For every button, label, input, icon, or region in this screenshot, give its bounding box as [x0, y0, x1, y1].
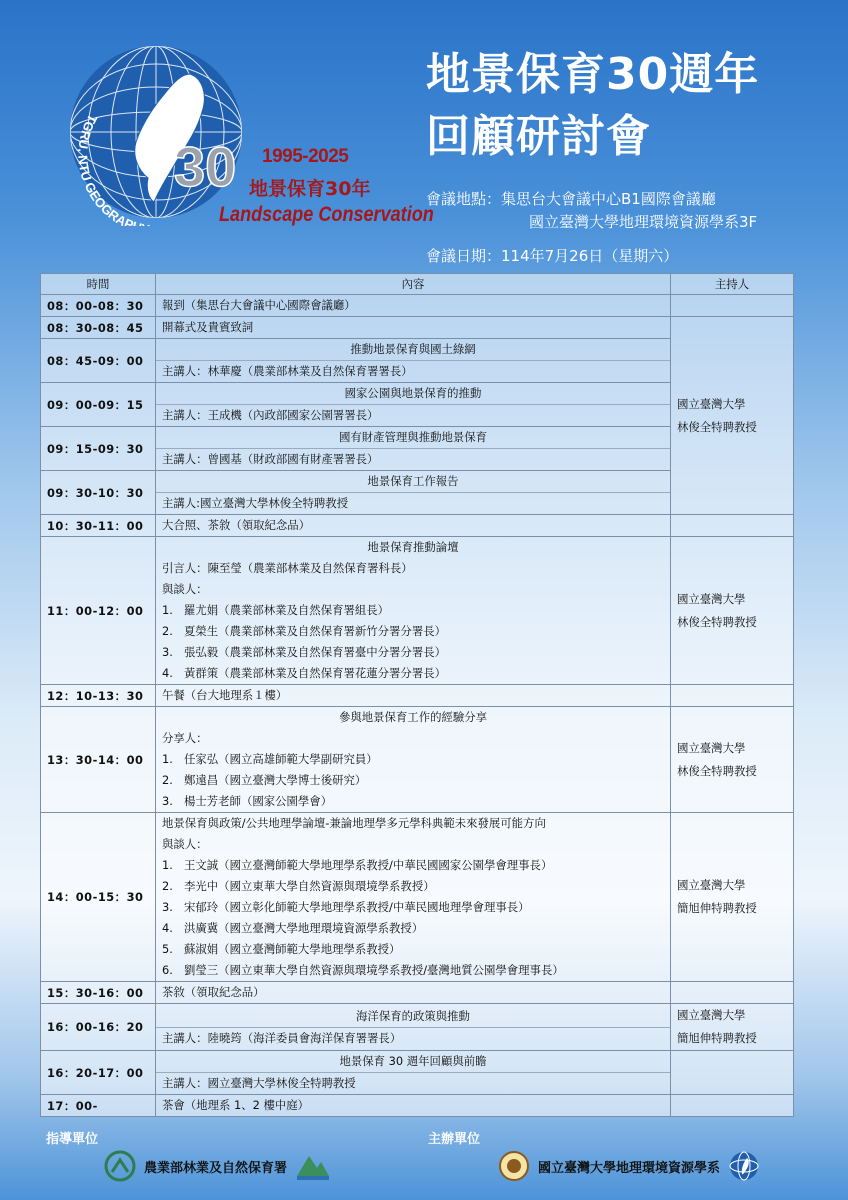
panelist-item: 2. 夏榮生（農業部林業及自然保育署新竹分署分署長） — [162, 624, 446, 638]
conference-logo — [62, 38, 250, 226]
table-row — [41, 317, 794, 339]
session-title: 地景保育推動論壇 — [367, 540, 459, 554]
host-org: 國立臺灣大學 — [677, 396, 746, 411]
session-title: 國家公園與地景保育的推動 — [344, 386, 482, 400]
table-row — [41, 707, 794, 813]
row-content — [156, 471, 671, 515]
panelist-item: 3. 楊士芳老師（國家公園學會） — [162, 794, 333, 808]
panelist-item: 1. 羅尤娟（農業部林業及自然保育署組長） — [162, 603, 390, 617]
title-line-1: 地景保育30週年 — [426, 49, 760, 100]
table-row — [41, 295, 794, 317]
host-name: 簡旭伸特聘教授 — [677, 901, 757, 915]
row-time: 08：00-08：30 — [41, 295, 156, 317]
row-time: 16：20-17：00 — [41, 1051, 156, 1095]
row-time: 09：15-09：30 — [41, 427, 156, 471]
host-name: 林俊全特聘教授 — [677, 763, 757, 778]
speaker-line: 主講人：陸曉筠（海洋委員會海洋保育署署長） — [156, 1027, 670, 1049]
globe-taiwan-icon — [62, 38, 250, 226]
speaker-line: 主講人:國立臺灣大學林俊全特聘教授 — [156, 492, 670, 514]
row-time: 11：00-12：00 — [41, 537, 156, 685]
host-cell — [671, 685, 794, 707]
content-line: 茶會（地理系 1、2 樓中庭） — [162, 1098, 310, 1112]
host-cell — [671, 982, 794, 1004]
panelist-item: 2. 李光中（國立東華大學自然資源與環境學系教授） — [162, 879, 435, 893]
session-title: 海洋保育的政策與推動 — [356, 1008, 470, 1023]
row-time: 09：00-09：15 — [41, 383, 156, 427]
host-name: 林俊全特聘教授 — [677, 419, 757, 434]
row-time: 08：30-08：45 — [41, 317, 156, 339]
row-content — [156, 1095, 671, 1117]
host-cell — [671, 537, 794, 685]
panelist-item: 2. 鄭遠昌（國立臺灣大學博士後研究） — [162, 773, 367, 787]
forestry-agency-logo-icon — [104, 1150, 136, 1182]
panelist-item: 3. 宋郁玲（國立彰化師範大學地理學系教授/中華民國地理學會理事長） — [162, 900, 530, 914]
host-name: 簡旭伸特聘教授 — [677, 1031, 757, 1045]
host-cell — [671, 515, 794, 537]
header-time: 時間 — [41, 274, 156, 295]
panelist-item: 5. 蘇淑娟（國立臺灣師範大學地理學系教授） — [162, 942, 401, 956]
table-row — [41, 515, 794, 537]
schedule-table — [40, 273, 794, 1117]
logo-en-text: Landscape Conservation — [219, 203, 434, 226]
panelist-item: 3. 張弘毅（農業部林業及自然保育署臺中分署分署長） — [162, 645, 446, 659]
guide-org-name: 農業部林業及自然保育署 — [144, 1160, 288, 1176]
logo-number: 30 — [174, 135, 237, 198]
guide-unit-label: 指導單位 — [46, 1132, 99, 1147]
venue-info — [426, 188, 757, 234]
panelist-item: 6. 劉瑩三（國立東華大學自然資源與環境學系教授/臺灣地質公園學會理事長） — [162, 963, 564, 977]
panel-label: 分享人： — [162, 731, 208, 745]
table-row — [41, 1004, 794, 1051]
geography-dept-globe-icon — [728, 1150, 760, 1182]
page-title — [426, 44, 759, 168]
row-content — [156, 317, 671, 339]
row-time: 13：30-14：00 — [41, 707, 156, 813]
row-time: 16：00-16：20 — [41, 1004, 156, 1051]
content-line: 報到（集思台大會議中心國際會議廳） — [162, 298, 356, 312]
host-cell — [671, 317, 794, 515]
row-content — [156, 295, 671, 317]
row-content — [156, 707, 671, 813]
title-line-2: 回顧研討會 — [426, 111, 651, 162]
row-content — [156, 427, 671, 471]
event-date: 會議日期：114年7月26日（星期六） — [426, 247, 679, 265]
content-line: 午餐（台大地理系１樓） — [162, 688, 288, 702]
panelist-item: 1. 王文誠（國立臺灣師範大學地理學系教授/中華民國國家公園學會理事長） — [162, 858, 553, 872]
table-row — [41, 813, 794, 982]
content-line: 大合照、茶敘（領取紀念品） — [162, 518, 311, 532]
host-unit-label: 主辦單位 — [428, 1132, 481, 1147]
guide-org — [104, 1150, 331, 1182]
session-title: 地景保育工作報告 — [367, 474, 459, 488]
content-line: 開幕式及貴賓致詞 — [162, 320, 254, 334]
table-row — [41, 1051, 794, 1095]
moderator-line: 引言人：陳至瑩（農業部林業及自然保育署科長） — [162, 561, 413, 575]
row-time: 10：30-11：00 — [41, 515, 156, 537]
panelist-item: 4. 洪廣冀（國立臺灣大學地理環境資源學系教授） — [162, 921, 424, 935]
venue-line-2: 國立臺灣大學地理環境資源學系3F — [529, 213, 758, 231]
host-cell — [671, 1004, 794, 1051]
table-row — [41, 982, 794, 1004]
logo-arc-text: TGRU, NTU GEOGRAP — [75, 111, 136, 226]
table-row — [41, 537, 794, 685]
host-cell — [671, 295, 794, 317]
host-cell — [671, 813, 794, 982]
logo-years: 1995-2025 — [262, 146, 349, 167]
row-content — [156, 982, 671, 1004]
row-content — [156, 383, 671, 427]
speaker-line: 主講人：王成機（內政部國家公園署署長） — [156, 404, 670, 426]
panelist-item: 1. 任家弘（國立高雄師範大學副研究員） — [162, 752, 378, 766]
ntu-emblem-icon — [498, 1150, 530, 1182]
session-title: 推動地景保育與國土綠網 — [350, 342, 476, 356]
row-content — [156, 339, 671, 383]
host-name: 林俊全特聘教授 — [677, 614, 757, 629]
mountain-logo-icon — [295, 1150, 331, 1182]
speaker-line: 主講人：曾國基（財政部國有財產署署長） — [156, 448, 670, 470]
panelist-item: 4. 黃群策（農業部林業及自然保育署花蓮分署分署長） — [162, 666, 446, 680]
table-row — [41, 1095, 794, 1117]
table-header-row — [41, 274, 794, 295]
row-content — [156, 685, 671, 707]
host-org: 國立臺灣大學 — [677, 1008, 746, 1022]
header-host: 主持人 — [671, 274, 794, 295]
panel-label: 與談人： — [162, 582, 208, 596]
row-time: 14：00-15：30 — [41, 813, 156, 982]
header-content: 內容 — [156, 274, 671, 295]
row-content — [156, 813, 671, 982]
host-org: 國立臺灣大學 — [677, 591, 746, 606]
panel-label: 與談人： — [162, 837, 208, 851]
row-content — [156, 1004, 671, 1051]
row-time: 09：30-10：30 — [41, 471, 156, 515]
host-org: 國立臺灣大學 — [677, 878, 746, 892]
row-content — [156, 1051, 671, 1095]
session-title: 地景保育 30 週年回顧與前瞻 — [339, 1054, 487, 1068]
row-time: 08：45-09：00 — [41, 339, 156, 383]
host-org — [498, 1150, 760, 1182]
host-cell — [671, 1051, 794, 1095]
logo-zh-text: 地景保育30年 — [249, 178, 371, 200]
venue-line-1: 集思台大會議中心B1國際會議廳 — [501, 190, 716, 208]
row-content — [156, 515, 671, 537]
speaker-line: 主講人：國立臺灣大學林俊全特聘教授 — [156, 1072, 670, 1094]
host-cell — [671, 1095, 794, 1117]
session-title: 國有財產管理與推動地景保育 — [338, 430, 488, 444]
host-cell — [671, 707, 794, 813]
row-time: 17：00- — [41, 1095, 156, 1117]
session-title: 參與地景保育工作的經驗分享 — [338, 710, 488, 724]
row-time: 15：30-16：00 — [41, 982, 156, 1004]
session-title: 地景保育與政策/公共地理學論壇-兼論地理學多元學科典範未來發展可能方向 — [162, 816, 546, 830]
row-time: 12：10-13：30 — [41, 685, 156, 707]
row-content — [156, 537, 671, 685]
table-row — [41, 685, 794, 707]
speaker-line: 主講人：林華慶（農業部林業及自然保育署署長） — [156, 360, 670, 382]
host-org-name: 國立臺灣大學地理環境資源學系 — [538, 1160, 721, 1176]
host-org: 國立臺灣大學 — [677, 740, 746, 755]
venue-label: 會議地點： — [426, 190, 502, 208]
content-line: 茶敘（領取紀念品） — [162, 985, 265, 999]
